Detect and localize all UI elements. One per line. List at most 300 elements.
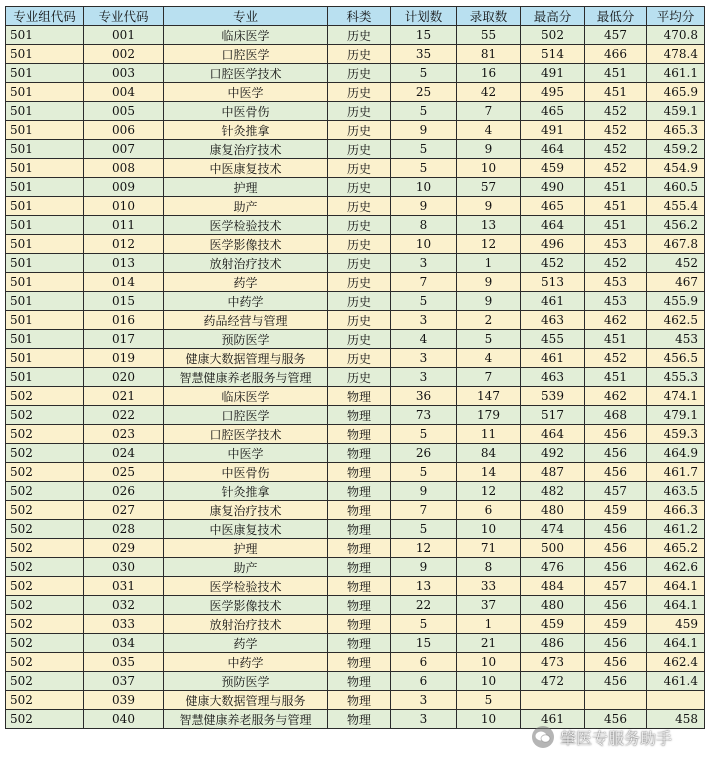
cell-max-score: 464 [521,140,585,159]
cell-avg-score: 467 [647,273,705,292]
cell-subject: 物理 [328,482,391,501]
cell-admitted-count: 1 [457,254,521,273]
cell-subject: 物理 [328,425,391,444]
cell-subject: 物理 [328,653,391,672]
cell-admitted-count: 5 [457,330,521,349]
cell-plan-count: 10 [391,178,457,197]
cell-min-score: 456 [585,558,647,577]
cell-max-score: 495 [521,83,585,102]
cell-plan-count: 15 [391,634,457,653]
cell-major-code: 004 [84,83,164,102]
cell-max-score: 459 [521,159,585,178]
admission-score-table-container [5,6,704,729]
cell-subject: 物理 [328,444,391,463]
cell-admitted-count: 12 [457,482,521,501]
cell-major-code: 014 [84,273,164,292]
cell-major-code: 012 [84,235,164,254]
table-row [6,368,705,387]
cell-major-code: 007 [84,140,164,159]
cell-avg-score: 464.9 [647,444,705,463]
header-subject: 科类 [328,7,391,26]
cell-group-code: 501 [6,64,84,83]
cell-major: 预防医学 [164,330,328,349]
table-row [6,83,705,102]
cell-min-score: 456 [585,653,647,672]
cell-subject: 历史 [328,159,391,178]
cell-avg-score: 461.2 [647,520,705,539]
cell-admitted-count: 147 [457,387,521,406]
cell-max-score: 484 [521,577,585,596]
cell-max-score: 463 [521,368,585,387]
cell-admitted-count: 1 [457,615,521,634]
cell-major-code: 020 [84,368,164,387]
table-row [6,520,705,539]
cell-major: 中医学 [164,83,328,102]
cell-avg-score: 455.9 [647,292,705,311]
table-row [6,235,705,254]
cell-major: 中医学 [164,444,328,463]
cell-admitted-count: 9 [457,140,521,159]
cell-avg-score: 455.4 [647,197,705,216]
cell-major-code: 034 [84,634,164,653]
cell-avg-score: 455.3 [647,368,705,387]
cell-subject: 历史 [328,178,391,197]
cell-group-code: 501 [6,273,84,292]
cell-max-score: 514 [521,45,585,64]
cell-plan-count: 9 [391,121,457,140]
cell-major: 药品经营与管理 [164,311,328,330]
cell-group-code: 502 [6,577,84,596]
cell-plan-count: 10 [391,235,457,254]
cell-min-score: 462 [585,387,647,406]
cell-max-score: 464 [521,425,585,444]
cell-min-score: 452 [585,121,647,140]
cell-plan-count: 5 [391,425,457,444]
cell-plan-count: 4 [391,330,457,349]
cell-group-code: 502 [6,672,84,691]
cell-plan-count: 35 [391,45,457,64]
cell-admitted-count: 9 [457,197,521,216]
cell-major: 医学影像技术 [164,596,328,615]
cell-group-code: 502 [6,710,84,729]
cell-min-score: 453 [585,292,647,311]
cell-major-code: 028 [84,520,164,539]
cell-min-score: 456 [585,444,647,463]
cell-plan-count: 3 [391,710,457,729]
cell-subject: 历史 [328,216,391,235]
cell-major-code: 033 [84,615,164,634]
cell-plan-count: 15 [391,26,457,45]
cell-subject: 物理 [328,691,391,710]
cell-major: 康复治疗技术 [164,501,328,520]
cell-max-score: 476 [521,558,585,577]
cell-avg-score: 464.1 [647,577,705,596]
cell-plan-count: 73 [391,406,457,425]
cell-group-code: 501 [6,292,84,311]
table-row [6,577,705,596]
cell-plan-count: 7 [391,273,457,292]
cell-subject: 物理 [328,387,391,406]
cell-min-score: 452 [585,254,647,273]
cell-plan-count: 6 [391,653,457,672]
cell-avg-score: 454.9 [647,159,705,178]
cell-subject: 物理 [328,596,391,615]
table-row [6,691,705,710]
table-row [6,501,705,520]
cell-max-score: 474 [521,520,585,539]
table-row [6,159,705,178]
table-row [6,102,705,121]
cell-subject: 历史 [328,140,391,159]
cell-group-code: 501 [6,330,84,349]
cell-admitted-count: 55 [457,26,521,45]
cell-admitted-count: 7 [457,368,521,387]
cell-major-code: 029 [84,539,164,558]
cell-group-code: 501 [6,254,84,273]
cell-admitted-count: 10 [457,672,521,691]
cell-max-score [521,691,585,710]
table-row [6,311,705,330]
cell-min-score: 456 [585,596,647,615]
cell-group-code: 502 [6,520,84,539]
cell-subject: 物理 [328,615,391,634]
wechat-icon [532,726,554,748]
table-row [6,444,705,463]
cell-admitted-count: 2 [457,311,521,330]
cell-avg-score: 467.8 [647,235,705,254]
cell-subject: 历史 [328,349,391,368]
cell-min-score [585,691,647,710]
cell-max-score: 465 [521,197,585,216]
table-row [6,539,705,558]
table-row [6,653,705,672]
cell-avg-score: 463.5 [647,482,705,501]
cell-min-score: 452 [585,102,647,121]
cell-major-code: 010 [84,197,164,216]
cell-max-score: 480 [521,501,585,520]
cell-plan-count: 6 [391,672,457,691]
cell-max-score: 459 [521,615,585,634]
cell-plan-count: 9 [391,197,457,216]
cell-major-code: 021 [84,387,164,406]
cell-major-code: 035 [84,653,164,672]
cell-avg-score [647,691,705,710]
cell-group-code: 501 [6,311,84,330]
cell-group-code: 502 [6,558,84,577]
cell-plan-count: 5 [391,102,457,121]
cell-min-score: 459 [585,615,647,634]
cell-major-code: 013 [84,254,164,273]
cell-group-code: 501 [6,102,84,121]
cell-major: 口腔医学 [164,45,328,64]
table-row [6,26,705,45]
cell-admitted-count: 12 [457,235,521,254]
cell-avg-score: 479.1 [647,406,705,425]
cell-major-code: 019 [84,349,164,368]
table-row [6,406,705,425]
cell-group-code: 501 [6,368,84,387]
cell-subject: 历史 [328,26,391,45]
header-min-score: 最低分 [585,7,647,26]
cell-major: 医学检验技术 [164,216,328,235]
cell-major-code: 002 [84,45,164,64]
cell-min-score: 456 [585,425,647,444]
cell-group-code: 501 [6,26,84,45]
table-row [6,254,705,273]
cell-min-score: 453 [585,235,647,254]
cell-avg-score: 462.6 [647,558,705,577]
cell-major: 口腔医学 [164,406,328,425]
cell-admitted-count: 10 [457,653,521,672]
cell-plan-count: 5 [391,140,457,159]
header-admitted-count: 录取数 [457,7,521,26]
cell-avg-score: 459.3 [647,425,705,444]
cell-group-code: 502 [6,615,84,634]
table-row [6,615,705,634]
table-row [6,596,705,615]
cell-group-code: 501 [6,349,84,368]
cell-admitted-count: 9 [457,273,521,292]
cell-major-code: 023 [84,425,164,444]
cell-avg-score: 465.2 [647,539,705,558]
table-row [6,140,705,159]
cell-max-score: 491 [521,121,585,140]
cell-group-code: 501 [6,216,84,235]
cell-min-score: 451 [585,64,647,83]
cell-subject: 物理 [328,539,391,558]
cell-avg-score: 466.3 [647,501,705,520]
cell-major: 健康大数据管理与服务 [164,691,328,710]
cell-min-score: 451 [585,83,647,102]
cell-plan-count: 5 [391,615,457,634]
cell-plan-count: 5 [391,520,457,539]
cell-max-score: 517 [521,406,585,425]
table-row [6,463,705,482]
cell-admitted-count: 4 [457,349,521,368]
cell-avg-score: 452 [647,254,705,273]
table-row [6,387,705,406]
cell-admitted-count: 21 [457,634,521,653]
cell-group-code: 502 [6,387,84,406]
cell-subject: 历史 [328,83,391,102]
cell-avg-score: 474.1 [647,387,705,406]
cell-subject: 历史 [328,330,391,349]
table-row [6,672,705,691]
table-row [6,216,705,235]
table-row [6,121,705,140]
table-row [6,64,705,83]
cell-admitted-count: 7 [457,102,521,121]
cell-admitted-count: 10 [457,159,521,178]
cell-admitted-count: 6 [457,501,521,520]
cell-min-score: 451 [585,330,647,349]
cell-major: 针灸推拿 [164,482,328,501]
cell-max-score: 463 [521,311,585,330]
table-body [6,26,705,729]
cell-major: 预防医学 [164,672,328,691]
cell-min-score: 456 [585,634,647,653]
cell-group-code: 502 [6,653,84,672]
table-row [6,197,705,216]
cell-plan-count: 3 [391,254,457,273]
cell-major: 医学检验技术 [164,577,328,596]
cell-max-score: 461 [521,349,585,368]
cell-major-code: 016 [84,311,164,330]
cell-plan-count: 3 [391,349,457,368]
cell-subject: 历史 [328,121,391,140]
cell-avg-score: 458 [647,710,705,729]
cell-group-code: 501 [6,197,84,216]
cell-max-score: 452 [521,254,585,273]
cell-major: 放射治疗技术 [164,615,328,634]
cell-plan-count: 36 [391,387,457,406]
cell-subject: 历史 [328,273,391,292]
cell-major: 护理 [164,539,328,558]
table-row [6,292,705,311]
cell-plan-count: 7 [391,501,457,520]
cell-group-code: 502 [6,482,84,501]
cell-group-code: 501 [6,121,84,140]
cell-major-code: 001 [84,26,164,45]
cell-group-code: 502 [6,634,84,653]
cell-max-score: 455 [521,330,585,349]
cell-group-code: 501 [6,178,84,197]
cell-max-score: 464 [521,216,585,235]
cell-plan-count: 13 [391,577,457,596]
cell-min-score: 456 [585,710,647,729]
cell-admitted-count: 8 [457,558,521,577]
cell-max-score: 465 [521,102,585,121]
header-avg-score: 平均分 [647,7,705,26]
cell-major: 康复治疗技术 [164,140,328,159]
cell-max-score: 496 [521,235,585,254]
cell-major: 中医骨伤 [164,102,328,121]
cell-admitted-count: 81 [457,45,521,64]
cell-max-score: 486 [521,634,585,653]
cell-plan-count: 3 [391,691,457,710]
cell-avg-score: 462.4 [647,653,705,672]
cell-max-score: 491 [521,64,585,83]
cell-avg-score: 459 [647,615,705,634]
cell-avg-score: 461.4 [647,672,705,691]
cell-group-code: 502 [6,596,84,615]
cell-avg-score: 460.5 [647,178,705,197]
cell-major-code: 027 [84,501,164,520]
cell-admitted-count: 13 [457,216,521,235]
cell-min-score: 452 [585,140,647,159]
cell-max-score: 492 [521,444,585,463]
cell-major-code: 032 [84,596,164,615]
cell-major-code: 024 [84,444,164,463]
cell-subject: 物理 [328,577,391,596]
cell-subject: 物理 [328,634,391,653]
cell-group-code: 502 [6,501,84,520]
cell-major-code: 026 [84,482,164,501]
cell-plan-count: 3 [391,368,457,387]
cell-group-code: 501 [6,140,84,159]
table-header [6,7,705,26]
cell-min-score: 457 [585,577,647,596]
cell-major: 针灸推拿 [164,121,328,140]
cell-avg-score: 459.1 [647,102,705,121]
table-row [6,634,705,653]
cell-avg-score: 456.2 [647,216,705,235]
cell-max-score: 461 [521,292,585,311]
cell-major: 临床医学 [164,26,328,45]
cell-major-code: 011 [84,216,164,235]
cell-min-score: 456 [585,463,647,482]
cell-group-code: 502 [6,691,84,710]
table-row [6,349,705,368]
cell-max-score: 461 [521,710,585,729]
cell-max-score: 500 [521,539,585,558]
cell-plan-count: 8 [391,216,457,235]
cell-max-score: 502 [521,26,585,45]
cell-major-code: 017 [84,330,164,349]
header-major-code: 专业代码 [84,7,164,26]
cell-plan-count: 3 [391,311,457,330]
cell-group-code: 501 [6,83,84,102]
cell-avg-score: 465.9 [647,83,705,102]
watermark-text: 肇医专服务助手 [560,728,673,748]
cell-avg-score: 465.3 [647,121,705,140]
cell-min-score: 459 [585,501,647,520]
cell-major: 助产 [164,558,328,577]
cell-subject: 物理 [328,672,391,691]
cell-min-score: 453 [585,273,647,292]
cell-admitted-count: 11 [457,425,521,444]
cell-major: 放射治疗技术 [164,254,328,273]
cell-plan-count: 25 [391,83,457,102]
cell-major: 口腔医学技术 [164,425,328,444]
cell-subject: 物理 [328,501,391,520]
cell-plan-count: 5 [391,159,457,178]
cell-avg-score: 470.8 [647,26,705,45]
cell-major-code: 015 [84,292,164,311]
cell-major: 药学 [164,634,328,653]
cell-subject: 物理 [328,520,391,539]
cell-max-score: 487 [521,463,585,482]
cell-avg-score: 459.2 [647,140,705,159]
cell-max-score: 480 [521,596,585,615]
cell-admitted-count: 5 [457,691,521,710]
cell-plan-count: 9 [391,482,457,501]
cell-group-code: 502 [6,539,84,558]
cell-major: 医学影像技术 [164,235,328,254]
cell-major: 助产 [164,197,328,216]
cell-avg-score: 453 [647,330,705,349]
cell-admitted-count: 4 [457,121,521,140]
cell-avg-score: 464.1 [647,634,705,653]
cell-subject: 历史 [328,102,391,121]
cell-major: 中药学 [164,292,328,311]
cell-min-score: 468 [585,406,647,425]
cell-subject: 物理 [328,463,391,482]
cell-plan-count: 5 [391,292,457,311]
cell-subject: 历史 [328,254,391,273]
cell-subject: 物理 [328,558,391,577]
cell-major-code: 025 [84,463,164,482]
cell-avg-score: 456.5 [647,349,705,368]
table-row [6,330,705,349]
cell-max-score: 473 [521,653,585,672]
cell-major: 口腔医学技术 [164,64,328,83]
cell-group-code: 502 [6,463,84,482]
cell-subject: 物理 [328,710,391,729]
header-major: 专业 [164,7,328,26]
table-row [6,710,705,729]
cell-group-code: 501 [6,45,84,64]
